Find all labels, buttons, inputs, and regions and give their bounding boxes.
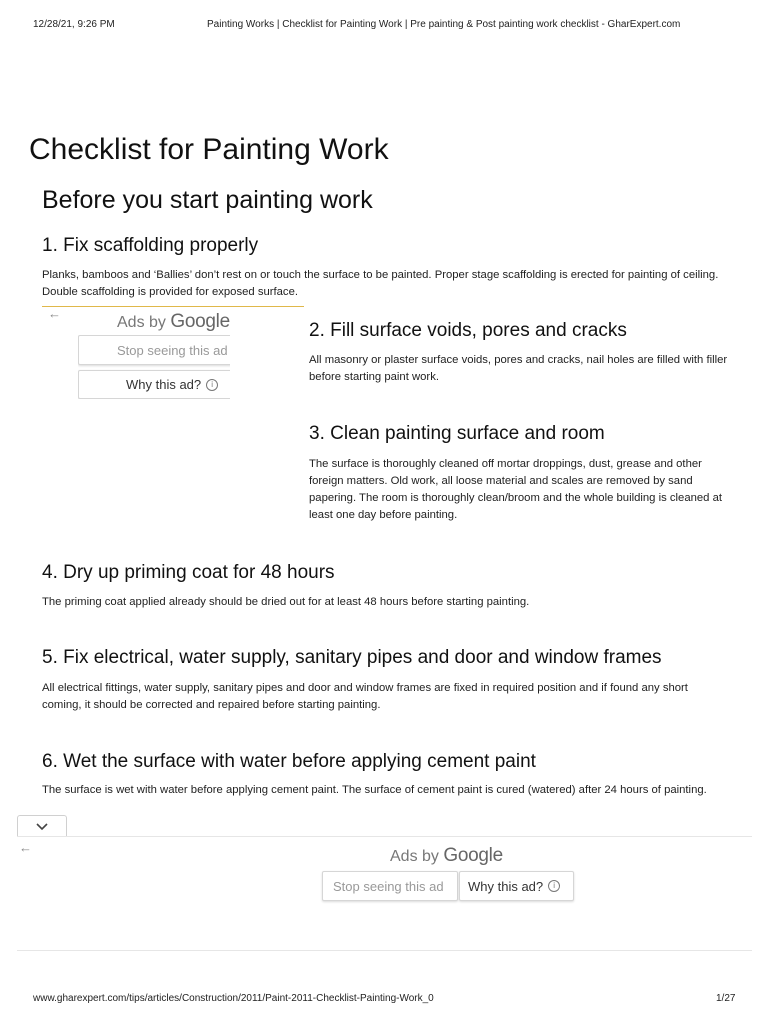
why-this-ad-label: Why this ad? (126, 377, 202, 392)
section-2-body: All masonry or plaster surface voids, pores and cracks, nail holes are filled with filler before starting paint work. (309, 354, 728, 383)
ads-by-text: Ads by (117, 314, 166, 331)
section-6-body: The surface is wet with water before applying cement paint. The surface of cement paint is cured (watered) after 24 hours of painting. (42, 784, 707, 796)
ad-accent-line (42, 306, 304, 307)
why-this-ad-button[interactable] (78, 370, 230, 399)
inline-ad (42, 306, 304, 406)
print-page-number: 1/27 (716, 993, 736, 1004)
stop-seeing-ad-label: Stop seeing this ad (333, 878, 444, 894)
ads-by-label (117, 311, 230, 333)
google-logo: Google (443, 845, 503, 866)
back-arrow-icon[interactable]: ← (48, 306, 61, 321)
ad-buttons-clip (78, 335, 230, 399)
back-arrow-icon[interactable]: ← (19, 840, 32, 855)
print-datetime: 12/28/21, 9:26 PM (33, 19, 115, 30)
stop-seeing-ad-button[interactable] (322, 871, 458, 901)
info-icon: i (548, 880, 560, 892)
ads-by-text: Ads by (390, 848, 439, 865)
print-footer-url: www.gharexpert.com/tips/articles/Construction/2011/Paint-2011-Checklist-Painting-Work_0 (33, 993, 434, 1004)
print-page-title: Painting Works | Checklist for Painting Work | Pre painting & Post painting work checklist - GharExpert.com (207, 19, 681, 30)
section-3-body: The surface is thoroughly cleaned off mortar droppings, dust, grease and other foreign matters. Old work, all loose material and scales are removed by sand papering. The room is thoroughly clean/broom and the whole building is cleaned at least one day before painting. (309, 458, 723, 521)
anchor-ad-top-border (17, 836, 752, 837)
article-title: Checklist for Painting Work (29, 133, 389, 166)
google-logo: Google (170, 311, 230, 332)
section-5-heading: 5. Fix electrical, water supply, sanitary pipes and door and window frames (42, 647, 662, 668)
section-4-heading: 4. Dry up priming coat for 48 hours (42, 562, 335, 583)
info-icon: i (206, 379, 218, 391)
anchor-ad-bottom-border (17, 950, 752, 951)
chevron-down-icon (36, 823, 48, 831)
section-1-heading: 1. Fix scaffolding properly (42, 235, 259, 256)
article-subtitle: Before you start painting work (42, 186, 373, 214)
why-this-ad-button[interactable] (459, 871, 574, 901)
section-5-body: All electrical fittings, water supply, sanitary pipes and door and window frames are fixed in required position and if found any short coming, it should be corrected and repaired before starting painting. (42, 682, 688, 711)
section-1-body: Planks, bamboos and ‘Ballies’ don’t rest on or touch the surface to be painted. Proper stage scaffolding is erected for painting of ceiling. Double scaffolding is provided for exposed surface. (42, 269, 719, 298)
section-3-heading: 3. Clean painting surface and room (309, 423, 605, 444)
section-6-heading: 6. Wet the surface with water before applying cement paint (42, 751, 536, 772)
stop-seeing-ad-button[interactable] (78, 335, 230, 365)
collapse-ad-tab[interactable] (17, 815, 67, 837)
ads-by-label (390, 845, 503, 867)
stop-seeing-ad-label: Stop seeing this ad (117, 342, 228, 358)
section-4-body: The priming coat applied already should be dried out for at least 48 hours before starting painting. (42, 596, 530, 608)
section-2-heading: 2. Fill surface voids, pores and cracks (309, 320, 627, 341)
why-this-ad-label: Why this ad? (468, 878, 544, 894)
